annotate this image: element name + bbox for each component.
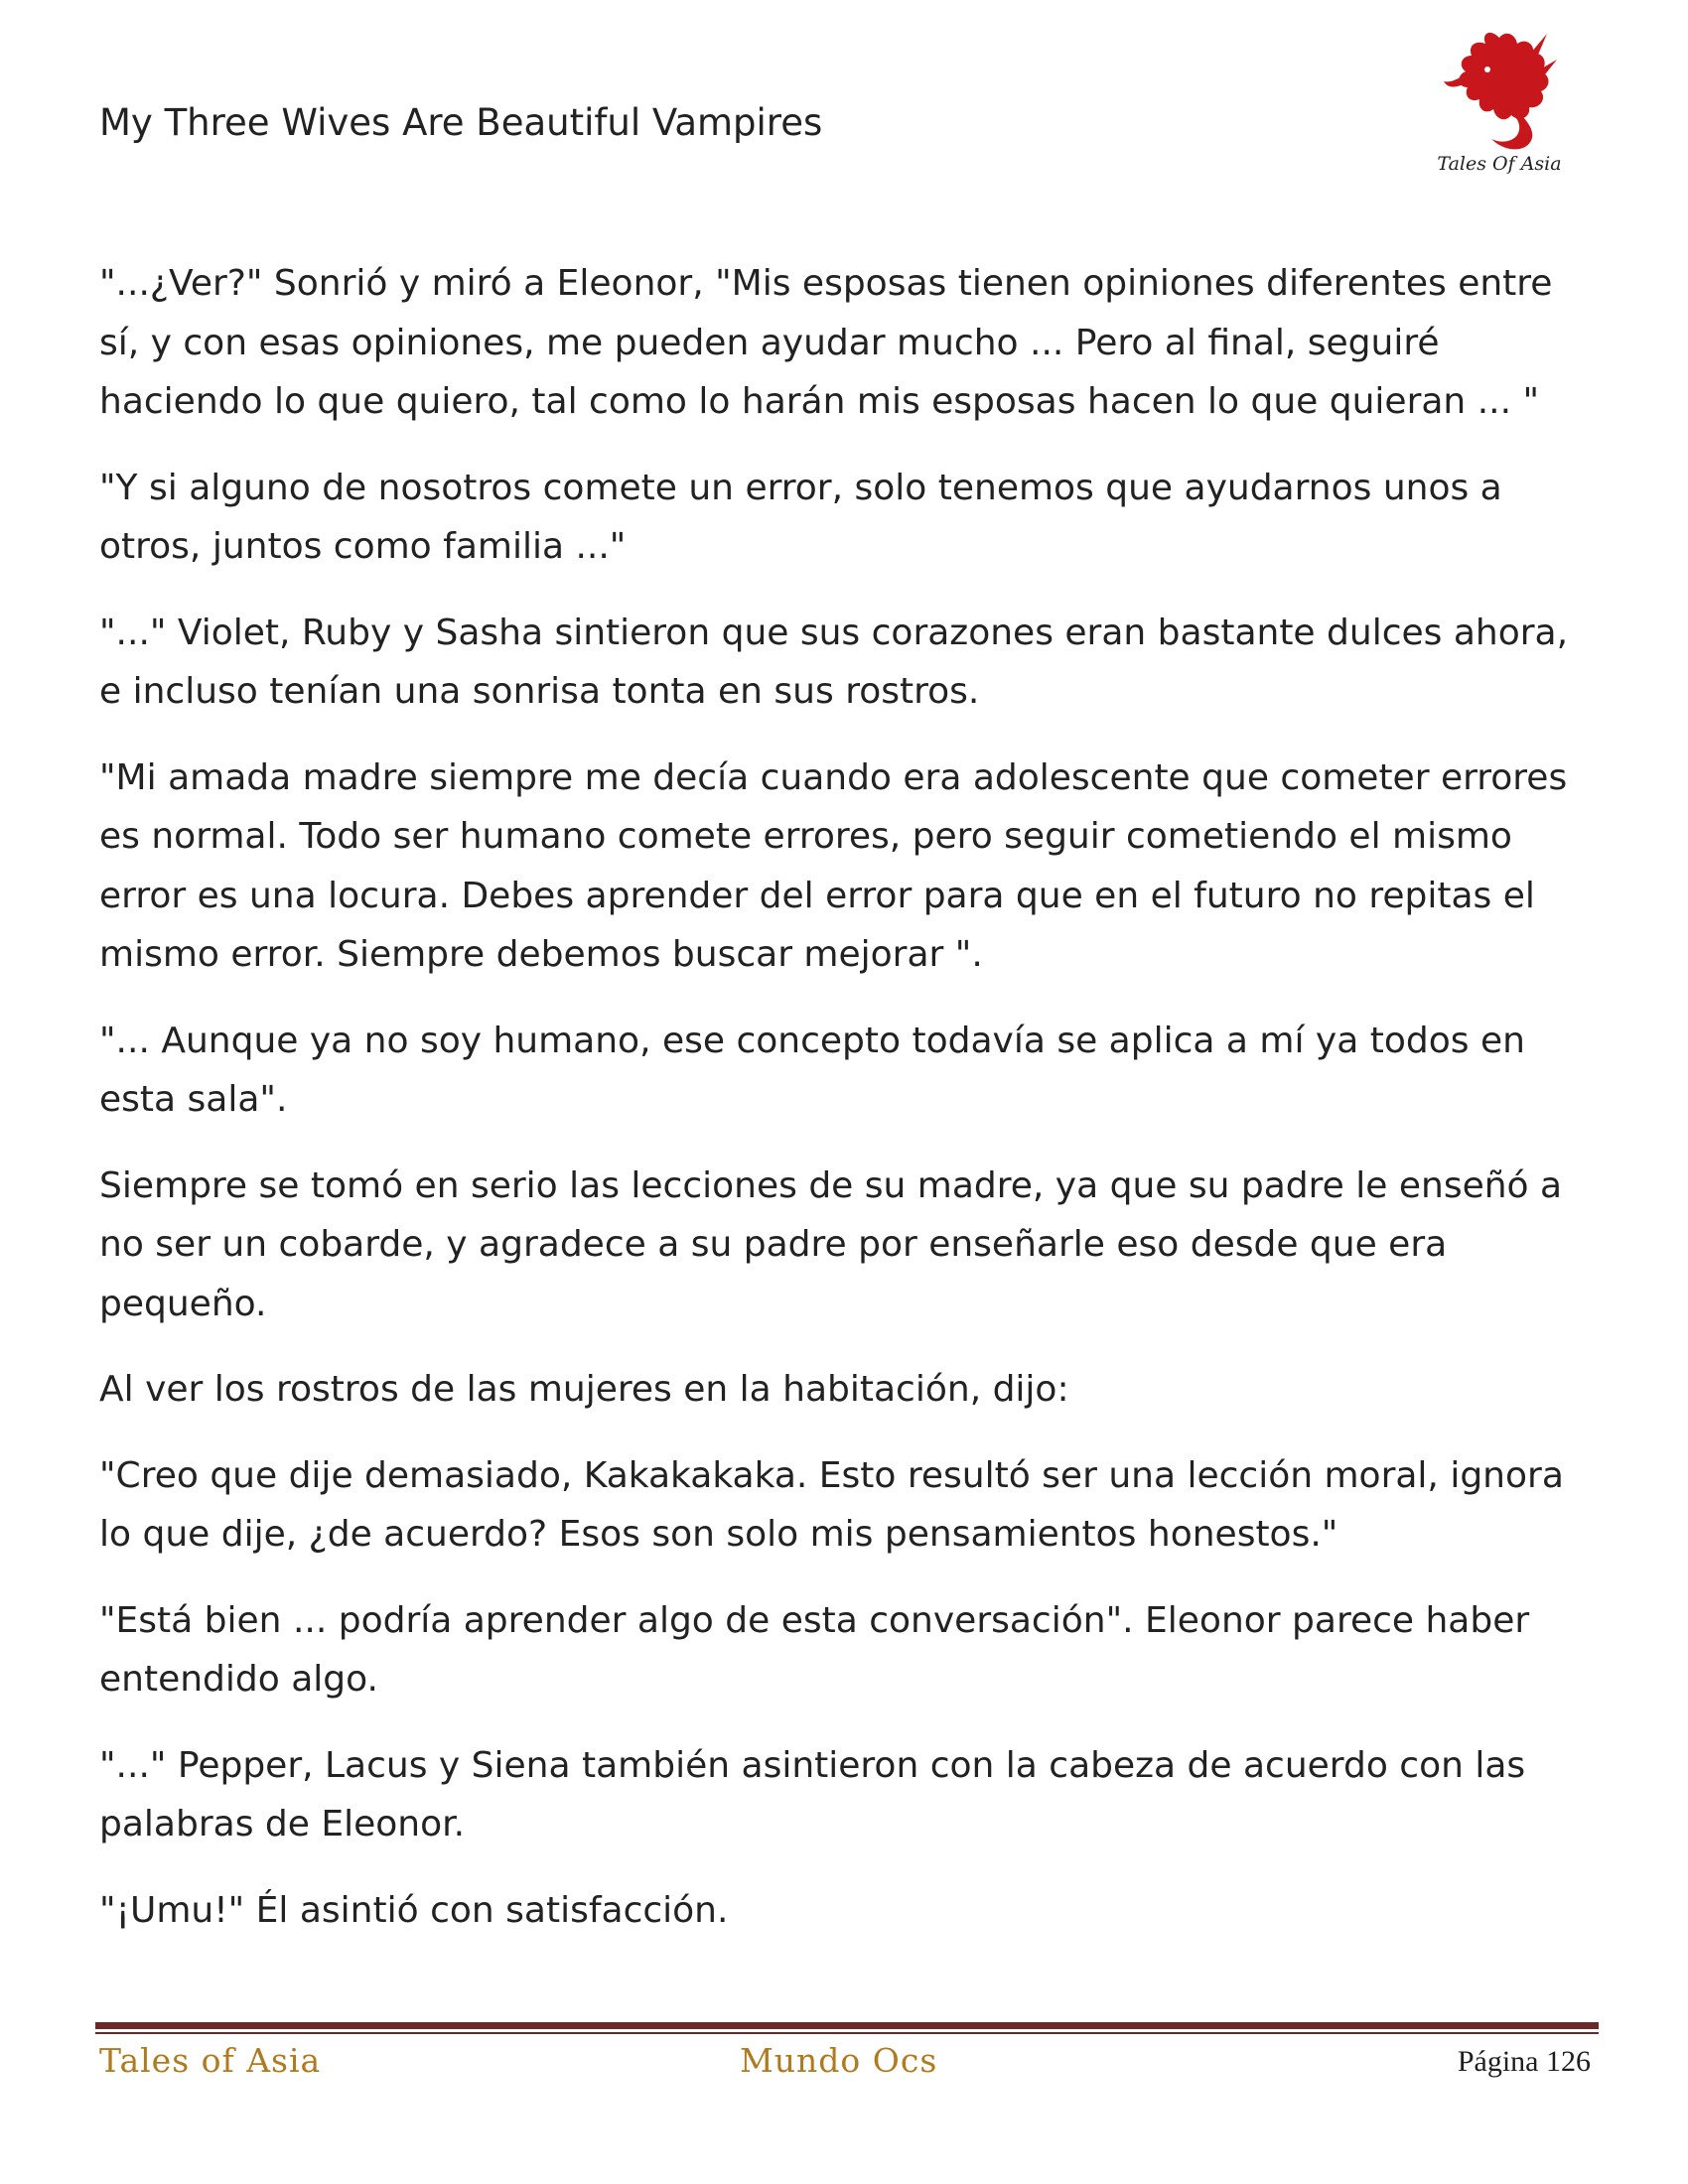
paragraph: "Está bien ... podría aprender algo de esta conversación". Eleonor parece haber entendido algo. (99, 1599, 1530, 1700)
footer-publisher: Tales of Asia (99, 2041, 322, 2080)
paragraph: "..." Pepper, Lacus y Siena también asintieron con la cabeza de acuerdo con las palabras de Eleonor. (99, 1744, 1526, 1844)
paragraph: "..." Violet, Ruby y Sasha sintieron que sus corazones eran bastante dulces ahora, e incluso tenían una sonrisa tonta en sus rostros. (99, 612, 1569, 712)
document-body (99, 254, 1599, 1967)
paragraph: "... Aunque ya no soy humano, ese concepto todavía se aplica a mí ya todos en esta sala". (99, 1020, 1525, 1120)
paragraph: "Mi amada madre siempre me decía cuando era adolescente que cometer errores es normal. Todo ser humano comete errores, pero seguir cometiendo el mismo error es una locura. Debes aprender del error para que en el futuro no repitas el mismo error. Siempre debemos buscar mejorar ". (99, 756, 1568, 975)
paragraph: Siempre se tomó en serio las lecciones de su madre, ya que su padre le enseñó a no ser un cobarde, y agradece a su padre por enseñarle eso desde que era pequeño. (99, 1164, 1563, 1324)
document-title: My Three Wives Are Beautiful Vampires (99, 101, 823, 144)
paragraph: "¡Umu!" Él asintió con satisfacción. (99, 1889, 729, 1931)
publisher-logo (1430, 20, 1569, 179)
logo-text: Tales Of Asia (1437, 153, 1562, 175)
paragraph: "...¿Ver?" Sonrió y miró a Eleonor, "Mis esposas tienen opiniones diferentes entre sí, y con esas opiniones, me pueden ayudar mucho ... Pero al final, seguiré haciendo lo que quiero, tal como lo harán mis esposas hacen lo que quieran ... " (99, 263, 1553, 422)
paragraph: "Creo que dije demasiado, Kakakakaka. Esto resultó ser una lección moral, ignora lo que dije, ¿de acuerdo? Esos son solo mis pensamientos honestos." (99, 1454, 1564, 1555)
paragraph: "Y si alguno de nosotros comete un error, solo tenemos que ayudarnos unos a otros, juntos como familia ..." (99, 467, 1502, 567)
paragraph: Al ver los rostros de las mujeres en la habitación, dijo: (99, 1369, 1069, 1410)
page-number: Página 126 (1457, 2045, 1591, 2078)
footer-divider (95, 2022, 1599, 2034)
footer-translator: Mundo Ocs (740, 2041, 938, 2080)
